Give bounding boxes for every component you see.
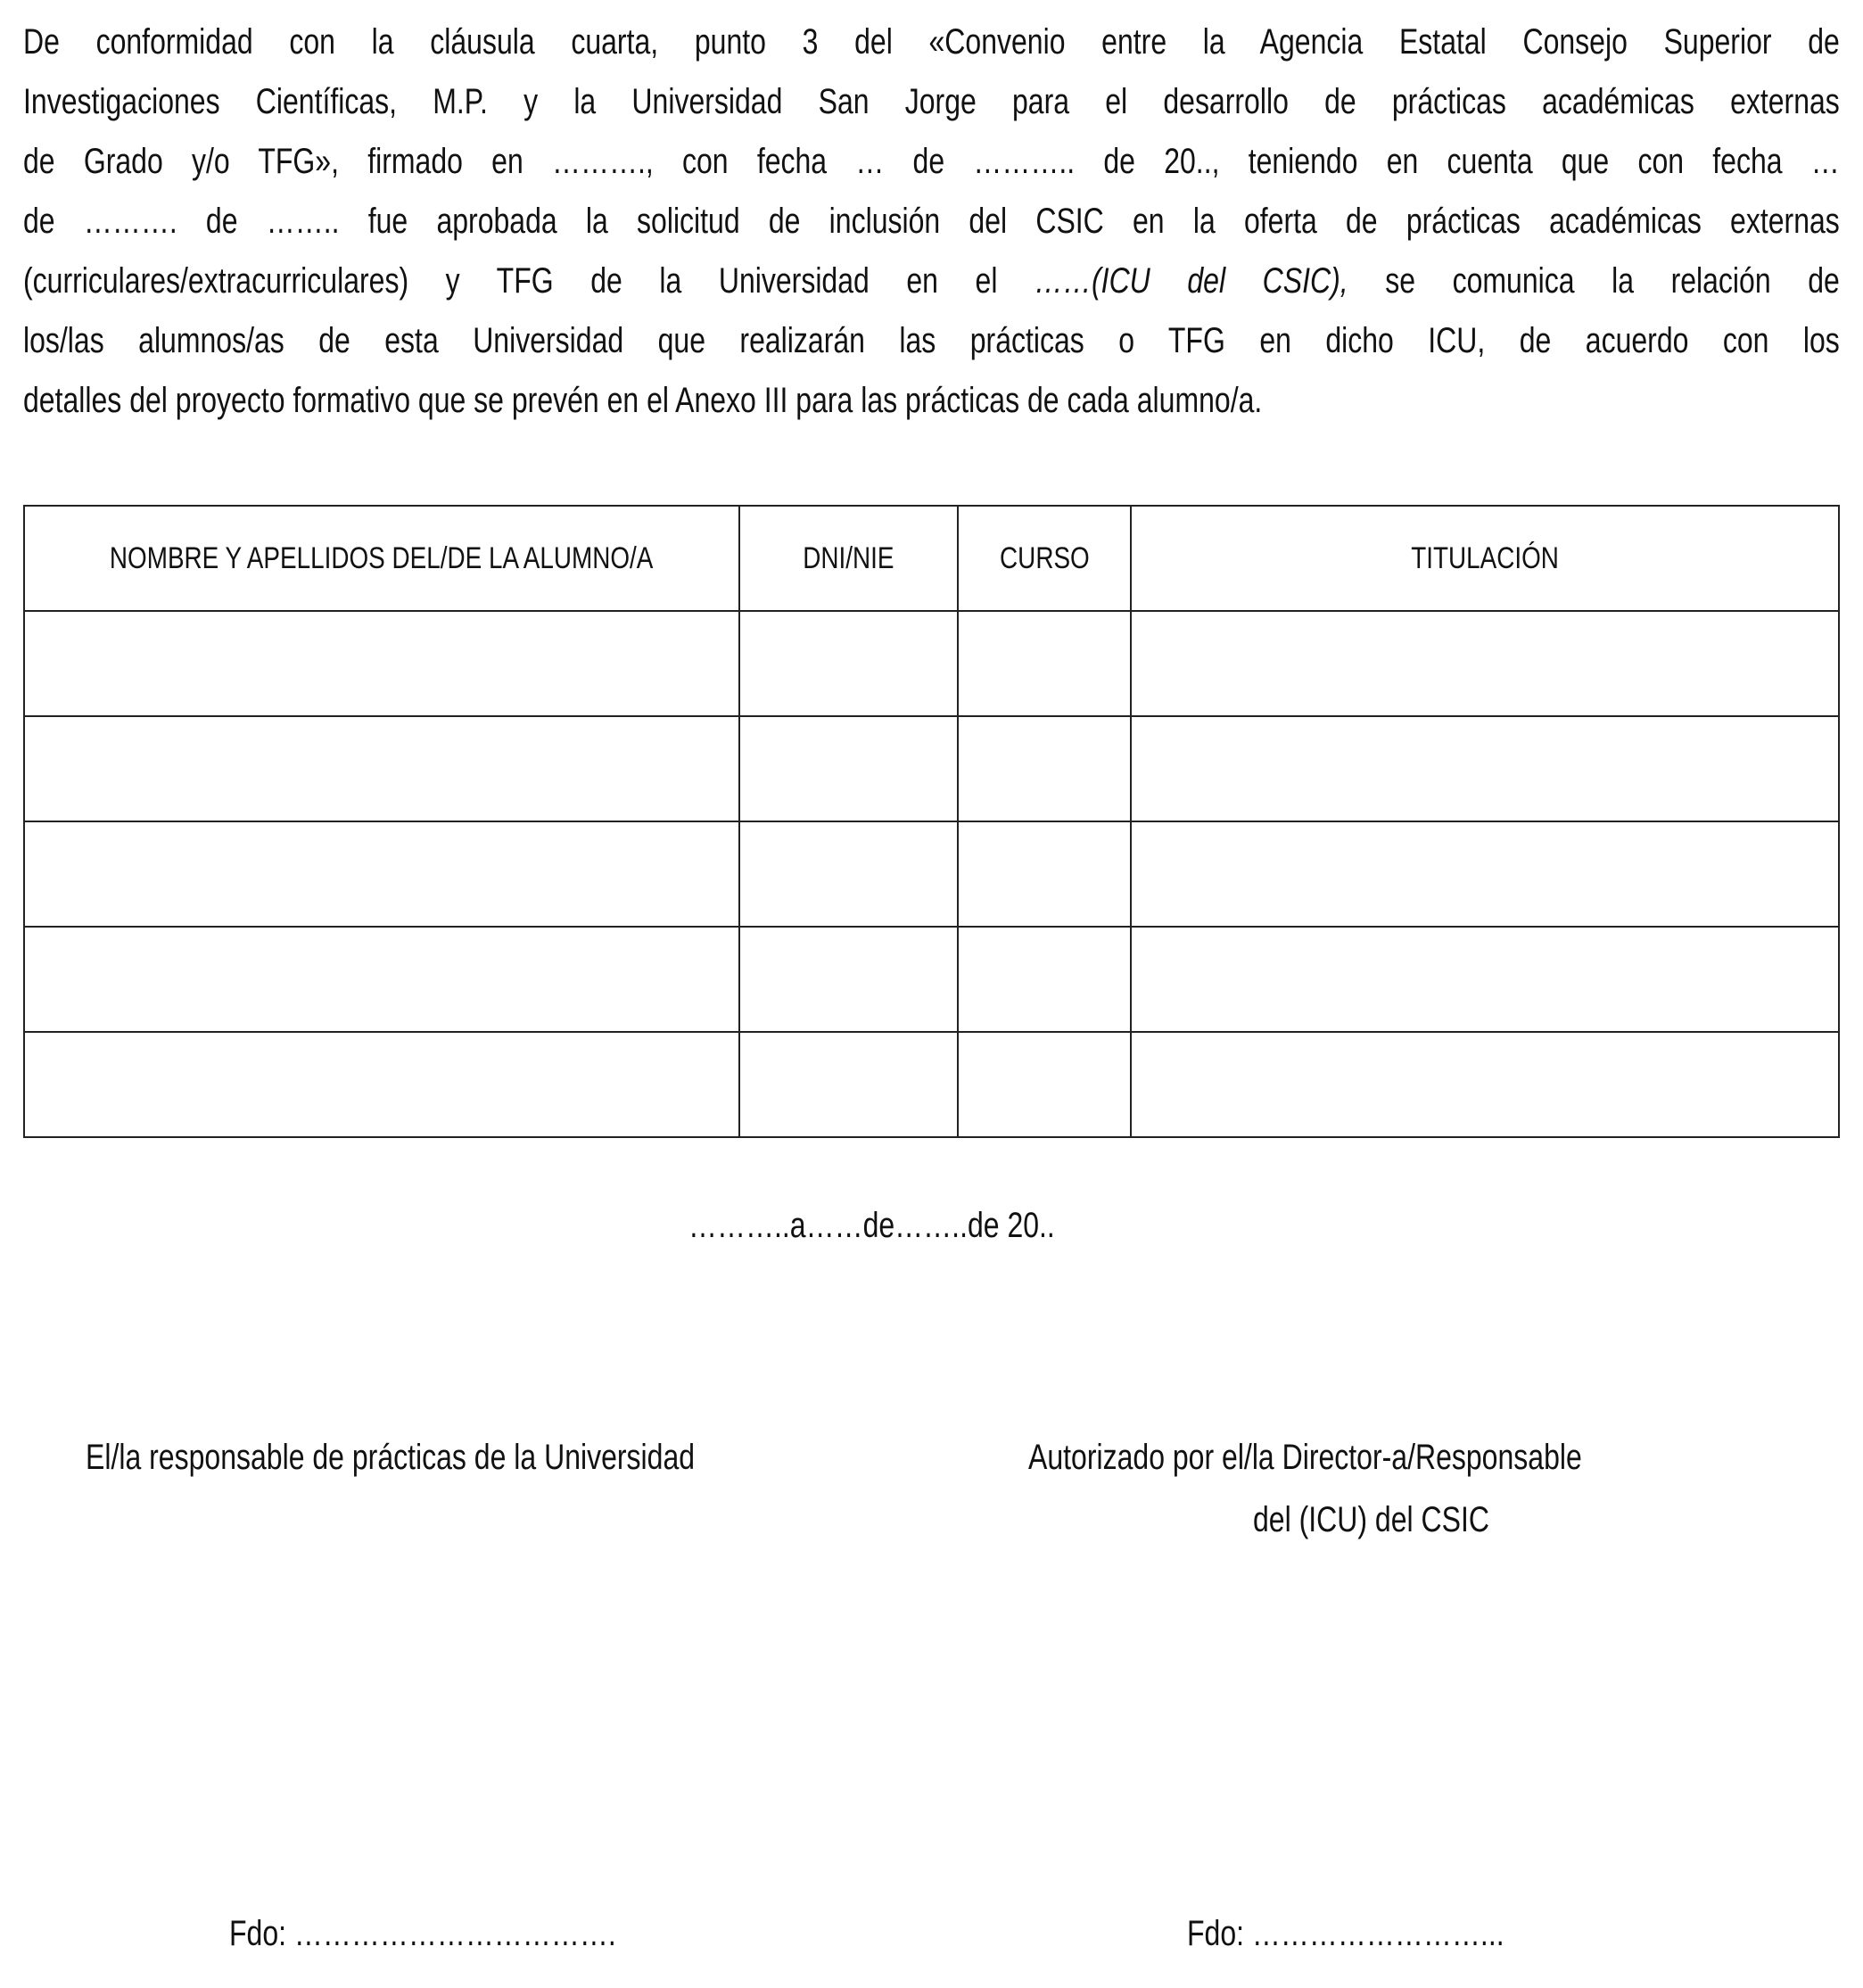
header-titulacion: TITULACIÓN — [1131, 506, 1839, 611]
cell-titulacion[interactable] — [1131, 611, 1839, 716]
paragraph-line: de Grado y/o TFG», firmado en ………., con fecha … de ……….. de 20.., teniendo en cuenta que con fecha … — [23, 142, 1840, 181]
cell-dni[interactable] — [739, 927, 958, 1032]
date-line: ………..a……de……..de 20.. — [688, 1206, 1055, 1245]
table-row — [24, 821, 1839, 927]
table-row — [24, 611, 1839, 716]
left-signature-fdo: Fdo: ……………………………. — [229, 1914, 616, 1953]
cell-dni[interactable] — [739, 611, 958, 716]
cell-curso[interactable] — [958, 611, 1131, 716]
header-curso: CURSO — [958, 506, 1131, 611]
paragraph-line: los/las alumnos/as de esta Universidad que realizarán las prácticas o TFG en dicho ICU, de acuerdo con los — [23, 321, 1840, 360]
header-dni: DNI/NIE — [739, 506, 958, 611]
right-signature-fdo: Fdo: ……………………... — [1187, 1914, 1504, 1953]
cell-nombre[interactable] — [24, 611, 739, 716]
text-segment: (curriculares/extracurriculares) y TFG de la Universidad en el — [23, 261, 1035, 301]
header-nombre: NOMBRE Y APELLIDOS DEL/DE LA ALUMNO/A — [24, 506, 739, 611]
students-table — [23, 505, 1840, 1138]
text-segment: se comunica la relación de — [1348, 261, 1840, 301]
table-row — [24, 1032, 1839, 1137]
cell-titulacion[interactable] — [1131, 821, 1839, 927]
cell-nombre[interactable] — [24, 927, 739, 1032]
table-header-row — [24, 506, 1839, 611]
cell-dni[interactable] — [739, 1032, 958, 1137]
table-row — [24, 927, 1839, 1032]
table-row — [24, 716, 1839, 821]
cell-curso[interactable] — [958, 716, 1131, 821]
cell-nombre[interactable] — [24, 1032, 739, 1137]
paragraph-line: Investigaciones Científicas, M.P. y la Universidad San Jorge para el desarrollo de prácticas académicas externas — [23, 82, 1840, 121]
cell-curso[interactable] — [958, 821, 1131, 927]
paragraph-line — [23, 252, 1840, 311]
paragraph-line: detalles del proyecto formativo que se prevén en el Anexo III para las prácticas de cada alumno/a. — [23, 381, 1263, 420]
cell-nombre[interactable] — [24, 716, 739, 821]
cell-titulacion[interactable] — [1131, 1032, 1839, 1137]
cell-dni[interactable] — [739, 821, 958, 927]
cell-titulacion[interactable] — [1131, 927, 1839, 1032]
cell-dni[interactable] — [739, 716, 958, 821]
cell-nombre[interactable] — [24, 821, 739, 927]
cell-titulacion[interactable] — [1131, 716, 1839, 821]
left-signature-label: El/la responsable de prácticas de la Universidad — [86, 1438, 696, 1477]
cell-curso[interactable] — [958, 927, 1131, 1032]
right-signature-label: Autorizado por el/la Director-a/Responsable — [1028, 1438, 1582, 1477]
icu-placeholder: ……(ICU del CSIC), — [1035, 261, 1348, 301]
paragraph-line: De conformidad con la cláusula cuarta, punto 3 del «Convenio entre la Agencia Estatal Consejo Superior de — [23, 22, 1840, 62]
paragraph-line: de ………. de …….. fue aprobada la solicitud de inclusión del CSIC en la oferta de prácticas académicas externas — [23, 202, 1840, 241]
cell-curso[interactable] — [958, 1032, 1131, 1137]
right-signature-label-2: del (ICU) del CSIC — [1253, 1500, 1489, 1539]
